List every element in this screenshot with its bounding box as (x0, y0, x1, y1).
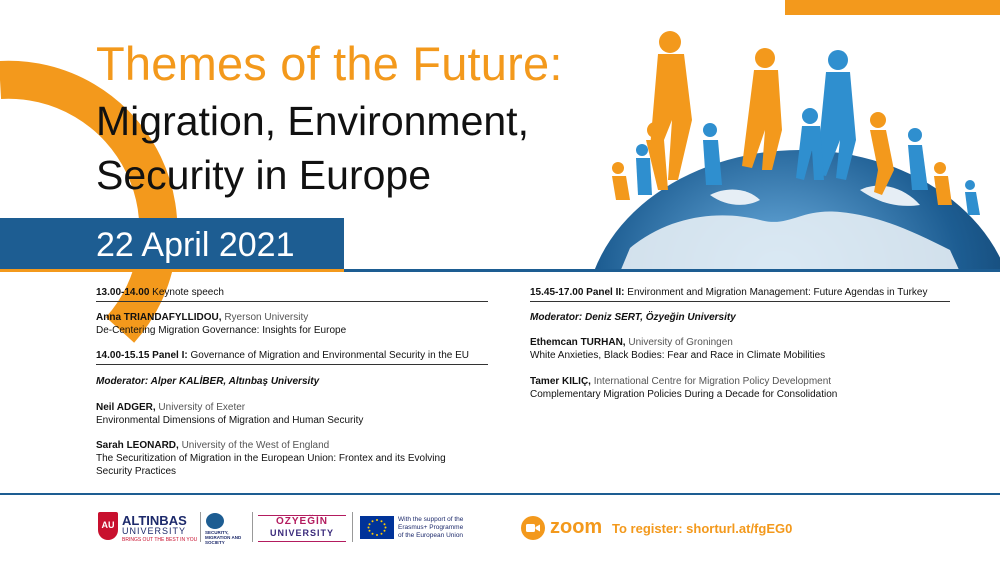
keynote-speaker-line (96, 311, 308, 324)
speaker-leonard-name: Sarah LEONARD, (96, 440, 179, 451)
panel2-heading (530, 286, 927, 299)
panel2-title: Environment and Migration Management: Future Agendas in Turkey (627, 287, 928, 298)
top-orange-bar (785, 0, 1000, 15)
ozyegin-rule-bottom (258, 541, 346, 542)
keynote-speaker: Anna TRIANDAFYLLIDOU, (96, 312, 222, 323)
blue-divider (344, 269, 1000, 272)
erasmus-line-3: of the European Union (398, 532, 464, 539)
keynote-label: Keynote speech (152, 287, 224, 298)
speaker-leonard-affiliation: University of the West of England (181, 440, 330, 451)
altinbas-sub: UNIVERSITY (122, 526, 187, 536)
orange-divider (0, 269, 344, 272)
speaker-adger-name: Neil ADGER, (96, 402, 156, 413)
erasmus-line-1: With the support of the (398, 516, 464, 523)
speaker-leonard-line (96, 439, 329, 452)
panel2-time: 15.45-17.00 Panel II: (530, 287, 625, 298)
globe-people-illustration (560, 20, 1000, 272)
keynote-affiliation: Ryerson University (224, 312, 309, 323)
erasmus-text (398, 516, 463, 540)
panel2-moderator: Moderator: Deniz SERT, Özyeğin University (530, 312, 736, 323)
altinbas-tagline: BRINGS OUT THE BEST IN YOU (122, 537, 198, 543)
keynote-talk: De-Centering Migration Governance: Insights for Europe (96, 325, 347, 336)
panel2-rule (530, 301, 950, 302)
logo-separator-1 (200, 512, 201, 542)
sms-globe-icon (206, 513, 224, 529)
speaker-turhan-affiliation: University of Groningen (628, 337, 733, 348)
speaker-kilic-affiliation: International Centre for Migration Policy Development (593, 376, 832, 387)
ozyegin-line-2: UNIVERSITY (269, 528, 334, 538)
speaker-turhan-line (530, 336, 733, 349)
panel1-rule (96, 364, 488, 365)
title-line-1: Themes of the Future: (96, 37, 563, 90)
keynote-heading (96, 286, 224, 299)
speaker-kilic-name: Tamer KILIÇ, (530, 376, 591, 387)
speaker-turhan-talk: White Anxieties, Black Bodies: Fear and Race in Climate Mobilities (530, 350, 826, 361)
sms-text: SECURITY, MIGRATION AND SOCIETY (205, 530, 242, 545)
erasmus-line-2: Erasmus+ Programme (398, 524, 464, 531)
speaker-kilic-talk: Complementary Migration Policies During a Decade for Consolidation (530, 389, 838, 400)
speaker-adger-talk: Environmental Dimensions of Migration and Human Security (96, 415, 364, 426)
keynote-time: 13.00-14.00 (96, 287, 150, 298)
logo-separator-2 (252, 512, 253, 542)
title-line-3: Security in Europe (96, 152, 432, 198)
speaker-adger-affiliation: University of Exeter (158, 402, 246, 413)
speaker-leonard-talk-1: The Securitization of Migration in the European Union: Frontex and its Evolving (96, 453, 446, 464)
speaker-leonard-talk-2: Security Practices (96, 466, 177, 477)
eu-flag-icon (360, 516, 394, 539)
panel1-moderator: Moderator: Alper KALİBER, Altınbaş University (96, 376, 320, 387)
register-link[interactable]: To register: shorturl.at/fgEG0 (612, 521, 793, 536)
speaker-kilic-line (530, 375, 831, 388)
panel1-title: Governance of Migration and Environmental Security in the EU (190, 350, 469, 361)
zoom-label: zoom (550, 516, 603, 538)
panel1-heading (96, 349, 469, 362)
title-line-2: Migration, Environment, (96, 98, 529, 144)
panel1-time: 14.00-15.15 Panel I: (96, 350, 188, 361)
zoom-camera-icon (521, 516, 545, 540)
event-date: 22 April 2021 (96, 226, 295, 264)
speaker-turhan-name: Ethemcan TURHAN, (530, 337, 626, 348)
ozyegin-line-1: ÖZYEĞİN (275, 516, 328, 527)
altinbas-name: ALTINBAS (122, 513, 187, 528)
altinbas-shield-icon: AU (98, 512, 118, 540)
footer-divider (0, 493, 1000, 495)
logo-separator-3 (352, 512, 353, 542)
speaker-adger-line (96, 401, 245, 414)
keynote-rule (96, 301, 488, 302)
